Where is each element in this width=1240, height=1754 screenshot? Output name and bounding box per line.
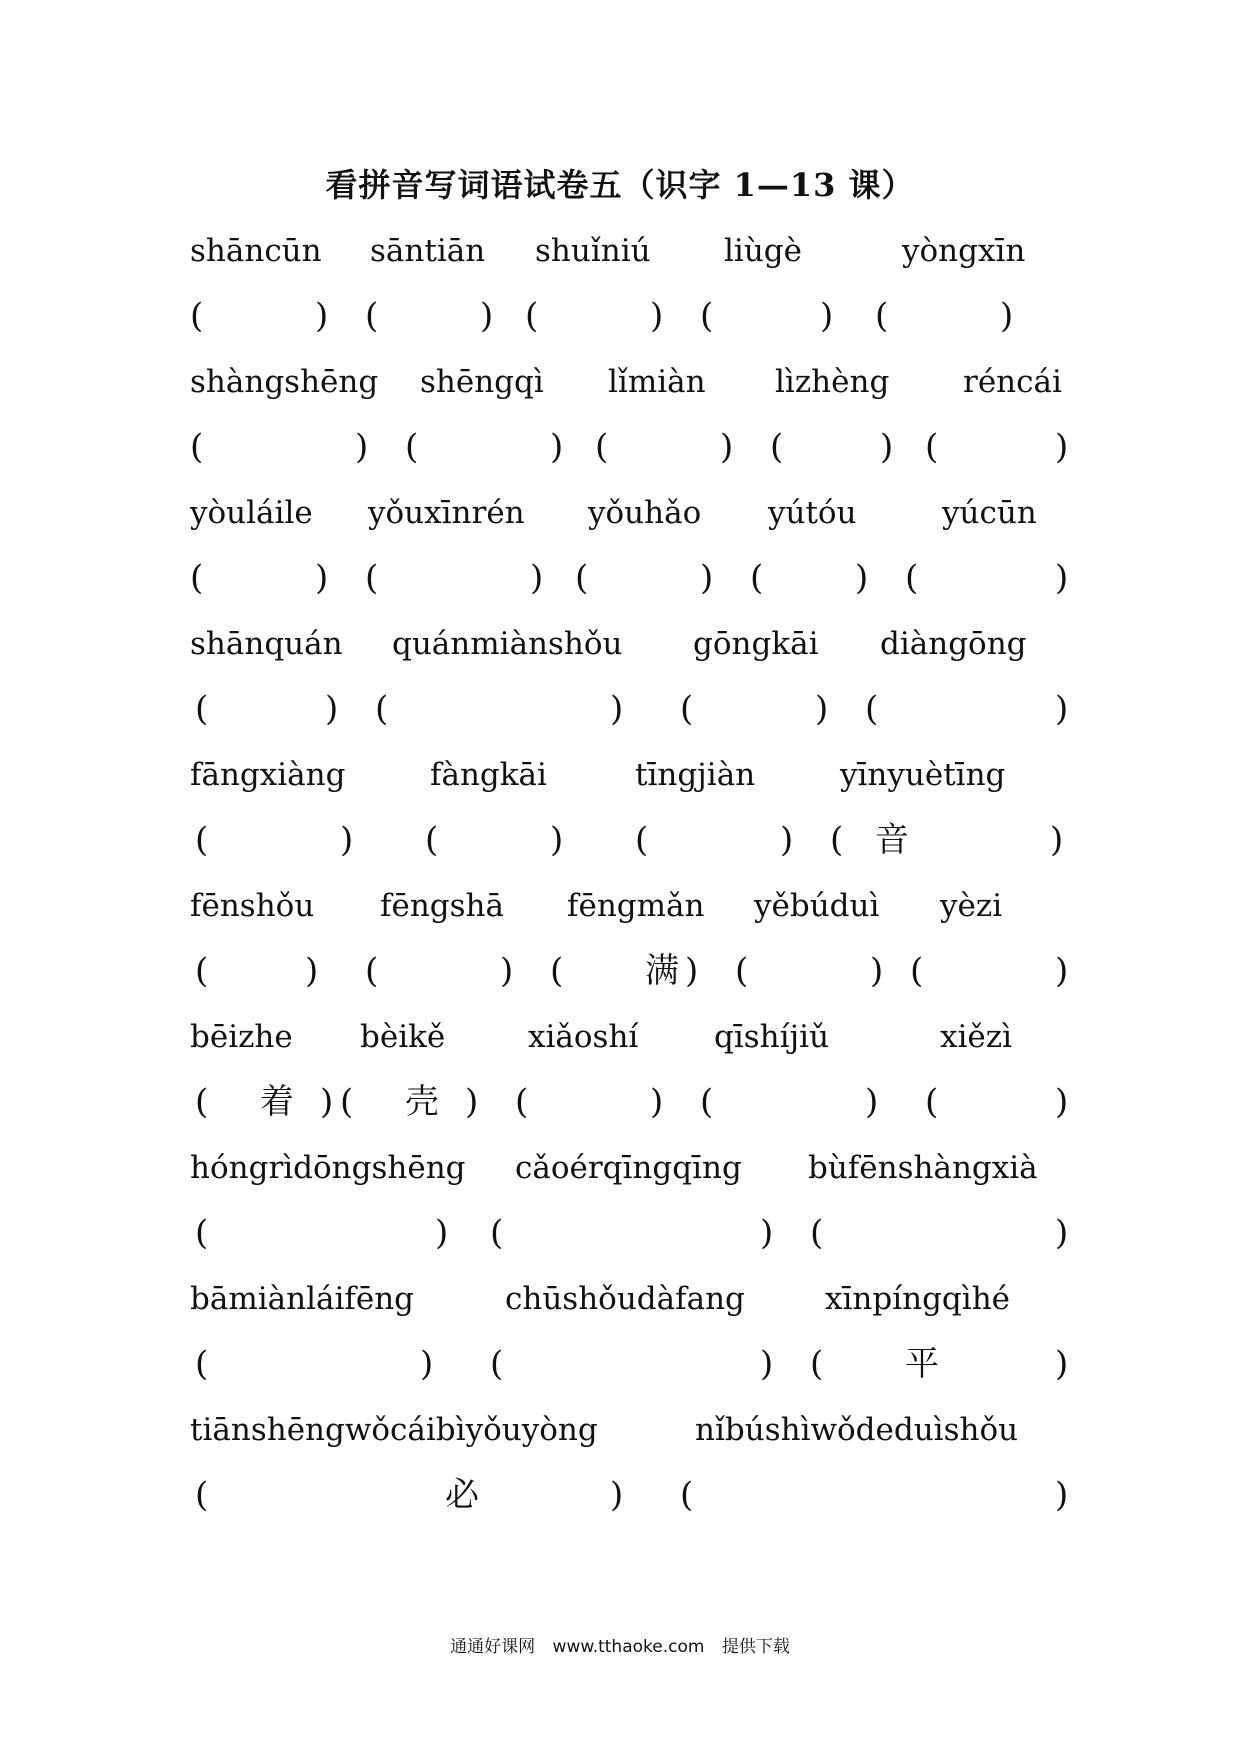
pinyin-word: liùgè (724, 233, 802, 269)
pinyin-row (190, 1144, 1070, 1192)
paren-close: ) (550, 820, 564, 860)
paren-close: ) (340, 820, 354, 860)
paren-open: ( (365, 951, 379, 991)
answer-row (190, 292, 1070, 340)
paren-close: ) (315, 558, 329, 598)
paren-close: ) (760, 1344, 774, 1384)
answer-row (190, 554, 1070, 602)
hint-character: 壳 (405, 1082, 439, 1122)
pinyin-word: yěbúduì (754, 888, 880, 924)
hint-character: 着 (260, 1082, 294, 1122)
pinyin-row (190, 1406, 1070, 1454)
paren-open: ( (735, 951, 749, 991)
pinyin-word: qīshíjiǔ (714, 1019, 830, 1055)
paren-close: ) (685, 951, 699, 991)
pinyin-word: shānquán (190, 626, 343, 662)
paren-close: ) (480, 296, 494, 336)
paren-close: ) (700, 558, 714, 598)
paren-open: ( (365, 296, 379, 336)
paren-close: ) (880, 427, 894, 467)
paren-open: ( (905, 558, 919, 598)
paren-close: ) (1055, 1082, 1069, 1122)
pinyin-word: fēnshǒu (190, 888, 315, 924)
paren-close: ) (865, 1082, 879, 1122)
paren-open: ( (700, 1082, 714, 1122)
paren-open: ( (195, 951, 209, 991)
pinyin-word: diàngōng (880, 626, 1027, 662)
pinyin-word: bēizhe (190, 1019, 293, 1055)
paren-open: ( (195, 820, 209, 860)
pinyin-row (190, 358, 1070, 406)
paren-close: ) (650, 296, 664, 336)
paren-open: ( (865, 689, 879, 729)
pinyin-word: xiǎoshí (528, 1019, 639, 1055)
pinyin-word: réncái (963, 364, 1062, 400)
paren-close: ) (610, 1475, 624, 1515)
pinyin-word: shuǐniú (535, 233, 651, 269)
paren-close: ) (355, 427, 369, 467)
paren-open: ( (575, 558, 589, 598)
paren-open: ( (830, 820, 844, 860)
paren-open: ( (190, 558, 204, 598)
hint-character: 音 (875, 820, 909, 860)
answer-row (190, 1209, 1070, 1257)
pinyin-word: bèikě (360, 1019, 446, 1055)
paren-close: ) (855, 558, 869, 598)
pinyin-word: fāngxiàng (190, 757, 346, 793)
paren-open: ( (340, 1082, 354, 1122)
answer-row (190, 816, 1070, 864)
paren-open: ( (810, 1213, 824, 1253)
paren-close: ) (320, 1082, 334, 1122)
pinyin-word: yǒuhǎo (588, 495, 702, 531)
paren-close: ) (820, 296, 834, 336)
paren-open: ( (635, 820, 649, 860)
paren-open: ( (525, 296, 539, 336)
page-title: 看拼音写词语试卷五（识字 1—13 课） (325, 166, 915, 204)
paren-open: ( (910, 951, 924, 991)
paren-close: ) (610, 689, 624, 729)
pinyin-word: lìzhèng (775, 364, 890, 400)
paren-open: ( (365, 558, 379, 598)
paren-open: ( (190, 296, 204, 336)
pinyin-word: yòngxīn (902, 233, 1026, 269)
pinyin-word: xiězì (940, 1019, 1012, 1055)
answer-row (190, 423, 1070, 471)
paren-open: ( (925, 427, 939, 467)
pinyin-word: lǐmiàn (608, 364, 706, 400)
footer-site-name: 通通好课网 (450, 1637, 536, 1657)
paren-close: ) (420, 1344, 434, 1384)
pinyin-word: yèzi (940, 888, 1003, 924)
pinyin-word: yǒuxīnrén (368, 495, 525, 531)
pinyin-row (190, 882, 1070, 930)
paren-open: ( (515, 1082, 529, 1122)
pinyin-word: hóngrìdōngshēng (190, 1150, 466, 1186)
hint-character: 平 (905, 1344, 939, 1384)
answer-row (190, 1340, 1070, 1388)
paren-open: ( (875, 296, 889, 336)
paren-open: ( (750, 558, 764, 598)
pinyin-word: chūshǒudàfang (505, 1281, 745, 1317)
pinyin-word: yòuláile (190, 495, 313, 531)
paren-open: ( (925, 1082, 939, 1122)
answer-row (190, 1471, 1070, 1519)
paren-close: ) (1055, 689, 1069, 729)
pinyin-word: shēngqì (420, 364, 544, 400)
paren-close: ) (1055, 1213, 1069, 1253)
paren-close: ) (465, 1082, 479, 1122)
pinyin-row (190, 1013, 1070, 1061)
paren-close: ) (325, 689, 339, 729)
footer-note: 提供下载 (721, 1637, 790, 1657)
paren-close: ) (1055, 951, 1069, 991)
paren-close: ) (1055, 558, 1069, 598)
pinyin-word: shàngshēng (190, 364, 379, 400)
paren-close: ) (550, 427, 564, 467)
pinyin-word: cǎoérqīngqīng (515, 1150, 742, 1186)
footer (0, 1632, 1240, 1657)
paren-close: ) (1055, 1475, 1069, 1515)
pinyin-word: xīnpíngqìhé (825, 1281, 1011, 1317)
footer-url[interactable]: www.tthaoke.com (552, 1637, 705, 1657)
pinyin-word: quánmiànshǒu (392, 626, 623, 662)
paren-open: ( (490, 1213, 504, 1253)
paren-close: ) (1055, 1344, 1069, 1384)
paren-open: ( (680, 689, 694, 729)
paren-close: ) (870, 951, 884, 991)
pinyin-word: yútóu (768, 495, 857, 531)
pinyin-word: sāntiān (370, 233, 486, 269)
paren-open: ( (195, 1082, 209, 1122)
paren-open: ( (405, 427, 419, 467)
paren-open: ( (195, 689, 209, 729)
paren-close: ) (1050, 820, 1064, 860)
paren-open: ( (195, 1344, 209, 1384)
pinyin-word: fàngkāi (430, 757, 547, 793)
paren-close: ) (315, 296, 329, 336)
pinyin-word: yīnyuètīng (840, 757, 1006, 793)
paren-open: ( (810, 1344, 824, 1384)
paren-close: ) (435, 1213, 449, 1253)
pinyin-row (190, 489, 1070, 537)
paren-close: ) (1055, 427, 1069, 467)
pinyin-word: fēngshā (380, 888, 504, 924)
pinyin-row (190, 1275, 1070, 1323)
pinyin-word: nǐbúshìwǒdeduìshǒu (695, 1412, 1019, 1448)
paren-close: ) (1000, 296, 1014, 336)
paren-close: ) (530, 558, 544, 598)
pinyin-row (190, 227, 1070, 275)
paren-open: ( (700, 296, 714, 336)
pinyin-word: tīngjiàn (635, 757, 756, 793)
answer-row (190, 1078, 1070, 1126)
pinyin-word: gōngkāi (693, 626, 819, 662)
pinyin-word: tiānshēngwǒcáibìyǒuyòng (190, 1412, 598, 1448)
paren-open: ( (550, 951, 564, 991)
paren-close: ) (815, 689, 829, 729)
pinyin-row (190, 751, 1070, 799)
paren-close: ) (780, 820, 794, 860)
pinyin-word: bāmiànláifēng (190, 1281, 415, 1317)
pinyin-word: shāncūn (190, 233, 322, 269)
paren-open: ( (425, 820, 439, 860)
paren-close: ) (650, 1082, 664, 1122)
paren-open: ( (770, 427, 784, 467)
paren-open: ( (190, 427, 204, 467)
paren-open: ( (490, 1344, 504, 1384)
pinyin-word: yúcūn (942, 495, 1037, 531)
paren-close: ) (305, 951, 319, 991)
answer-row (190, 685, 1070, 733)
answer-row (190, 947, 1070, 995)
pinyin-word: bùfēnshàngxià (808, 1150, 1038, 1186)
paren-close: ) (500, 951, 514, 991)
paren-close: ) (760, 1213, 774, 1253)
paren-open: ( (680, 1475, 694, 1515)
paren-open: ( (375, 689, 389, 729)
paren-open: ( (595, 427, 609, 467)
paren-close: ) (720, 427, 734, 467)
pinyin-word: fēngmǎn (567, 888, 705, 924)
paren-open: ( (195, 1213, 209, 1253)
paren-open: ( (195, 1475, 209, 1515)
pinyin-row (190, 620, 1070, 668)
hint-character: 必 (445, 1475, 479, 1515)
hint-character: 满 (645, 951, 679, 991)
